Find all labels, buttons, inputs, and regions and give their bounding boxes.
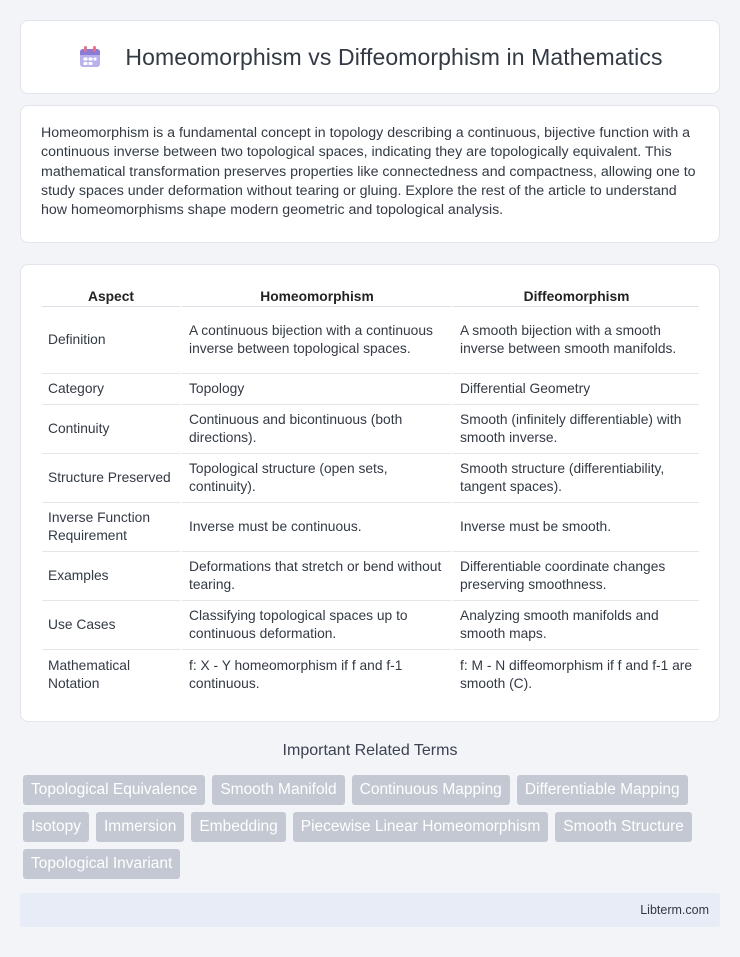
tag-isotopy[interactable]: Isotopy (23, 812, 89, 842)
header-aspect: Aspect (42, 282, 180, 307)
footer-site-link[interactable]: Libterm.com (640, 903, 709, 917)
row-homeomorphism: Continuous and bicontinuous (both directions). (180, 405, 451, 454)
row-aspect: Examples (42, 552, 180, 601)
table-row (42, 405, 699, 454)
row-diffeomorphism: Inverse must be smooth. (451, 503, 699, 552)
page-title: Homeomorphism vs Diffeomorphism in Mathematics (125, 43, 663, 70)
row-homeomorphism: Topology (180, 374, 451, 405)
row-diffeomorphism: Differentiable coordinate changes preserving smoothness. (451, 552, 699, 601)
tag-piecewise-linear-homeomorphism[interactable]: Piecewise Linear Homeomorphism (293, 812, 549, 842)
tag-smooth-manifold[interactable]: Smooth Manifold (212, 775, 344, 805)
intro-card (20, 105, 720, 243)
row-diffeomorphism: Differential Geometry (451, 374, 699, 405)
row-diffeomorphism: A smooth bijection with a smooth inverse between smooth manifolds. (451, 307, 699, 374)
title-wrap (77, 44, 662, 71)
footer (20, 893, 720, 927)
table-row (42, 552, 699, 601)
row-aspect: Structure Preserved (42, 454, 180, 503)
header-card (20, 20, 720, 94)
row-aspect: Mathematical Notation (48, 657, 131, 691)
tag-smooth-structure[interactable]: Smooth Structure (555, 812, 692, 842)
table-row (42, 454, 699, 503)
table-row (42, 601, 699, 650)
row-diffeomorphism: f: M - N diffeomorphism if f and f-1 are smooth (C). (451, 650, 699, 699)
row-homeomorphism: A continuous bijection with a continuous inverse between topological spaces. (180, 307, 451, 374)
table-row (42, 307, 699, 374)
calendar-icon (77, 44, 103, 70)
row-homeomorphism: Inverse must be continuous. (180, 503, 451, 552)
row-aspect: Continuity (42, 405, 180, 454)
related-terms-tags (23, 775, 723, 879)
row-diffeomorphism: Smooth structure (differentiability, tangent spaces). (451, 454, 699, 503)
header-diffeomorphism: Diffeomorphism (451, 282, 699, 307)
row-homeomorphism: f: X - Y homeomorphism if f and f-1 continuous. (180, 650, 451, 699)
row-homeomorphism: Topological structure (open sets, continuity). (180, 454, 451, 503)
tag-embedding[interactable]: Embedding (191, 812, 285, 842)
table-row (42, 374, 699, 405)
row-aspect: Use Cases (42, 601, 180, 650)
tag-topological-equivalence[interactable]: Topological Equivalence (23, 775, 205, 805)
tag-topological-invariant[interactable]: Topological Invariant (23, 849, 180, 879)
tag-continuous-mapping[interactable]: Continuous Mapping (352, 775, 510, 805)
tag-differentiable-mapping[interactable]: Differentiable Mapping (517, 775, 688, 805)
header-homeomorphism: Homeomorphism (180, 282, 451, 307)
comparison-table-card (20, 264, 720, 722)
intro-paragraph: Homeomorphism is a fundamental concept in topology describing a continuous, bijective function with a continuous inverse between two topological spaces, indicating they are topologically equivalent. This mathematical transformation preserves properties like connectedness and compactness, allowing one to study spaces under deformation without tearing or gluing. Explore the rest of the article to understand how homeomorphisms shape modern geometric and topological analysis. (41, 125, 696, 219)
tag-immersion[interactable]: Immersion (96, 812, 184, 842)
row-aspect: Inverse Function Requirement (42, 503, 180, 552)
row-aspect: Category (42, 374, 180, 405)
table-row (42, 503, 699, 552)
row-aspect: Definition (42, 307, 180, 374)
row-diffeomorphism: Smooth (infinitely differentiable) with smooth inverse. (451, 405, 699, 454)
table-row (42, 650, 699, 699)
row-homeomorphism: Deformations that stretch or bend without tearing. (180, 552, 451, 601)
row-diffeomorphism: Analyzing smooth manifolds and smooth maps. (451, 601, 699, 650)
row-homeomorphism: Classifying topological spaces up to continuous deformation. (180, 601, 451, 650)
comparison-table (42, 282, 699, 699)
related-terms-title: Important Related Terms (282, 742, 458, 759)
table-header-row (42, 282, 699, 307)
